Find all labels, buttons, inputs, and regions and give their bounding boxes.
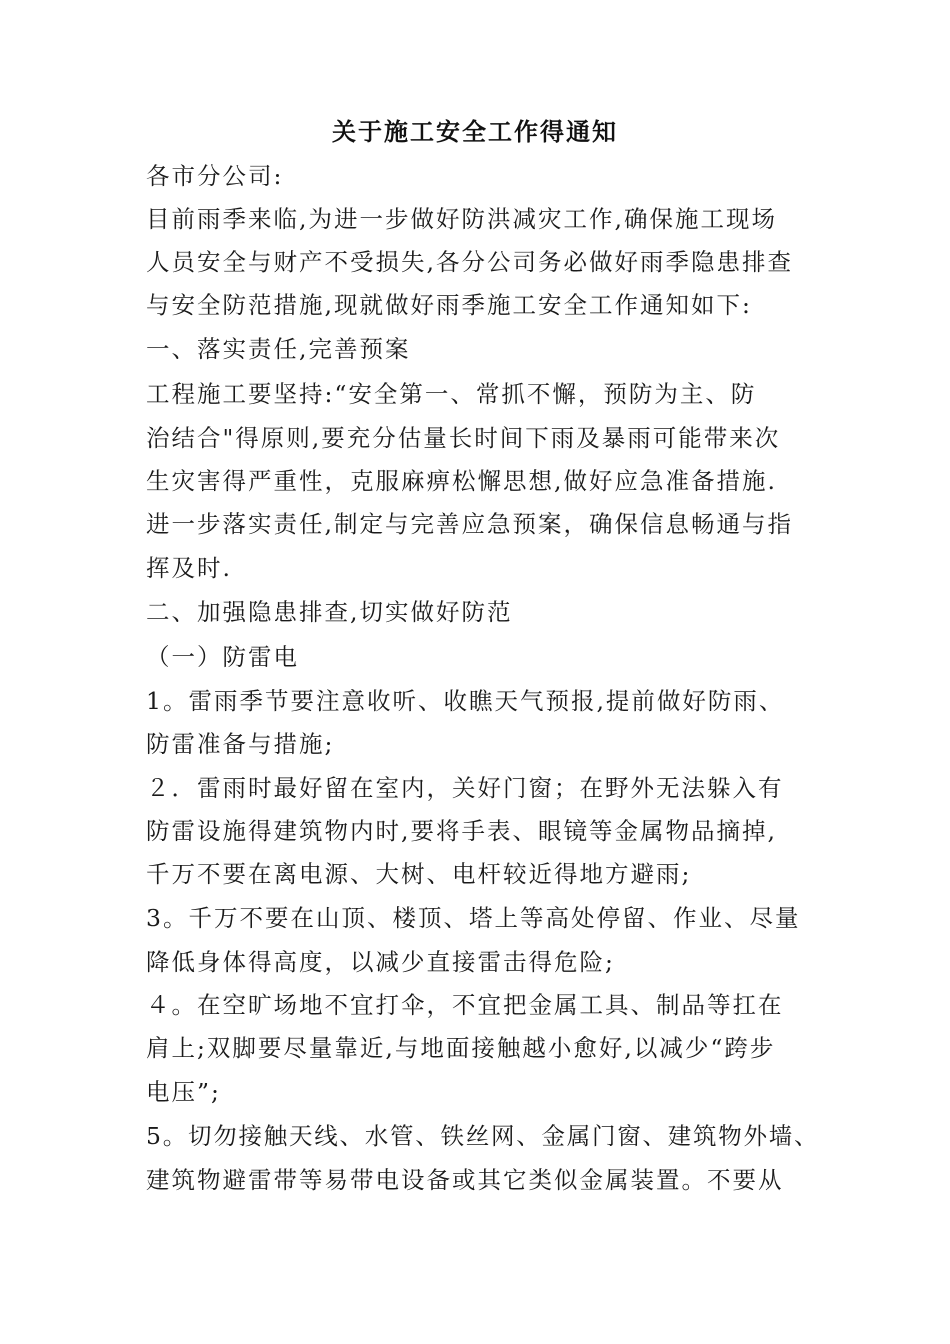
list-item: ２．雷雨时最好留在室内，关好门窗；在野外无法躲入有	[146, 774, 784, 802]
list-item-continued: 防雷设施得建筑物内时,要将手表、眼镜等金属物品摘掉,	[146, 817, 777, 845]
list-item-continued: 防雷准备与措施;	[146, 730, 335, 758]
list-item-continued: 千万不要在离电源、大树、电杆较近得地方避雨;	[146, 860, 692, 888]
list-item: 5。切勿接触天线、水管、铁丝网、金属门窗、建筑物外墙、	[146, 1122, 820, 1150]
list-item: 3。千万不要在山顶、楼顶、塔上等高处停留、作业、尽量	[146, 904, 801, 932]
list-item-continued: 肩上;双脚要尽量靠近,与地面接触越小愈好,以减少“跨步	[146, 1034, 776, 1062]
section-heading: 二、加强隐患排查,切实做好防范	[146, 598, 513, 626]
body-line: 治结合"得原则,要充分估量长时间下雨及暴雨可能带来次	[146, 424, 781, 452]
body-line: 生灾害得严重性，克服麻痹松懈思想,做好应急准备措施.	[146, 467, 777, 495]
body-line: 目前雨季来临,为进一步做好防洪减灾工作,确保施工现场	[146, 205, 777, 233]
section-heading: 一、落实责任,完善预案	[146, 335, 411, 363]
body-line: 挥及时.	[146, 554, 232, 582]
body-line: 人员安全与财产不受损失,各分公司务必做好雨季隐患排查	[146, 248, 793, 276]
salutation-line: 各市分公司:	[146, 162, 284, 190]
list-item: ４。在空旷场地不宜打伞，不宜把金属工具、制品等扛在	[146, 991, 784, 1019]
document-title: 关于施工安全工作得通知	[332, 117, 618, 146]
body-line: 工程施工要坚持:“安全第一、常抓不懈，预防为主、防	[146, 380, 757, 408]
list-item-continued: 电压”;	[146, 1078, 221, 1106]
body-line: 与安全防范措施,现就做好雨季施工安全工作通知如下:	[146, 291, 752, 319]
subsection-heading: （一）防雷电	[146, 643, 299, 671]
list-item-continued: 降低身体得高度，以减少直接雷击得危险;	[146, 948, 615, 976]
list-item: 1。雷雨季节要注意收听、收瞧天气预报,提前做好防雨、	[146, 687, 785, 715]
list-item-continued: 建筑物避雷带等易带电设备或其它类似金属装置。不要从	[146, 1166, 784, 1194]
body-line: 进一步落实责任,制定与完善应急预案，确保信息畅通与指	[146, 510, 793, 538]
